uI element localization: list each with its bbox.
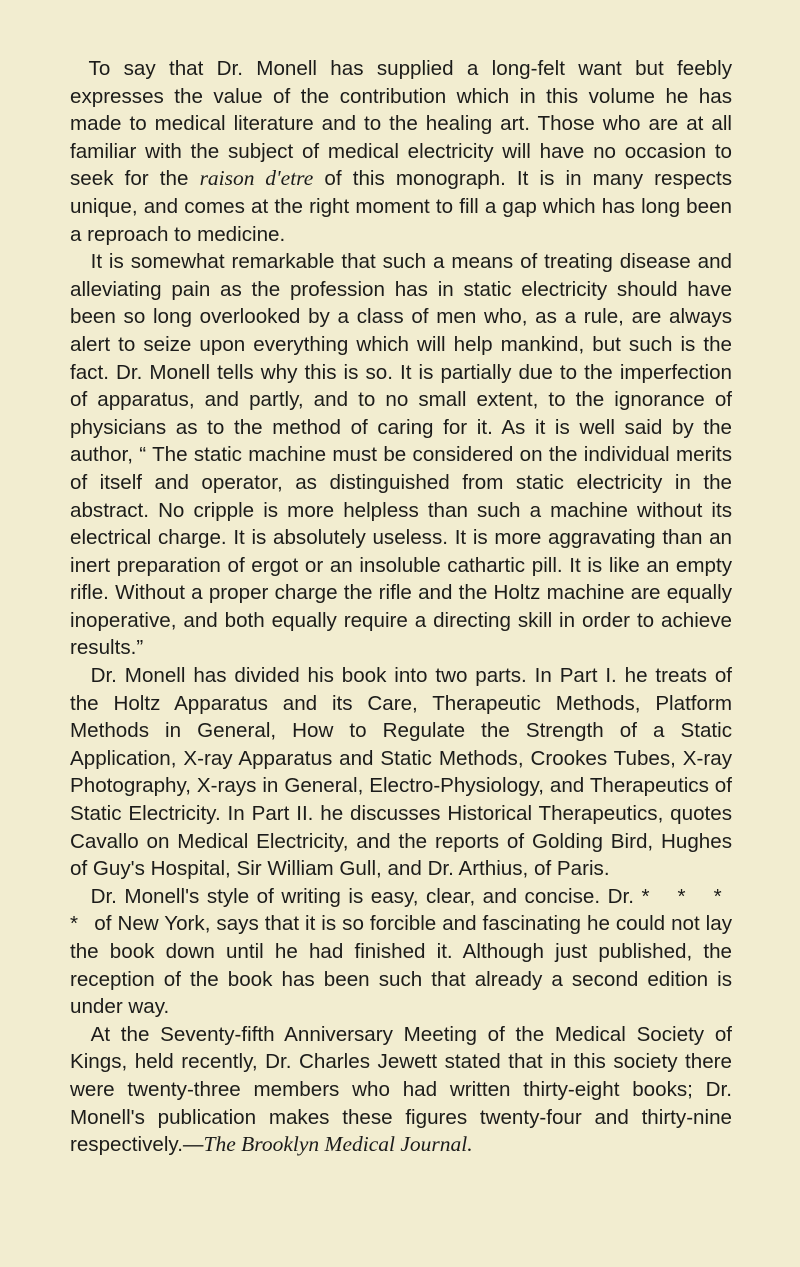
paragraph-book-parts: Dr. Monell has divided his book into two parts. In Part I. he treats of the Holtz Apparatus and its Care, Therapeutic Methods, Platform Methods in General, How to Regulate the Strength of a Static Application, X-ray Apparatus and Static Methods, Crookes Tubes, X-ray Photography, X-rays in General, Electro-Physiology, and Therapeutics of Static Electricity. In Part II. he discusses Historical Therapeutics, quotes Cavallo on Medical Electricity, and the reports of Golding Bird, Hughes of Guy's Hospital, Sir William Gull, and Dr. Arthius, of Paris. [70, 664, 732, 881]
paragraph-style: Dr. Monell's style of writing is easy, clear, and concise. Dr. * * * * of New York, says that it is so forcible and fascinating he could not lay the book down until he had finished it. Although just published, the reception of the book has been such that already a second edition is under way. [70, 884, 732, 1019]
redacted-name: * * * * [70, 884, 732, 936]
italic-phrase: raison d'etre [199, 166, 314, 191]
book-review-page [70, 55, 732, 1159]
paragraph-anniversary: At the Seventy-fifth Anniversary Meeting of the Medical Society of Kings, held recently, Dr. Charles Jewett stated that in this society there were twenty-three members who had written thirty-eight books; Dr. Monell's publication makes these figures twenty-four and thirty-nine respectively.—The Brooklyn Medical Journal. [70, 1022, 732, 1157]
source-citation: The Brooklyn Medical Journal. [203, 1132, 473, 1157]
paragraph-static-electricity: It is somewhat remarkable that such a means of treating disease and alleviating pain as the profession has in static electricity should have been so long overlooked by a class of men who, as a rule, are always alert to seize upon everything which will help mankind, but such is the fact. Dr. Monell tells why this is so. It is partially due to the imperfection of apparatus, and partly, and to no small extent, to the ignorance of physicians as to the method of caring for it. As it is well said by the author, “ The static machine must be considered on the individual merits of itself and operator, as distinguished from static electricity in the abstract. No cripple is more helpless than such a machine without its electrical charge. It is absolutely useless. It is more aggravating than an inert preparation of ergot or an insoluble cathartic pill. It is like an empty rifle. Without a proper charge the rifle and the Holtz machine are equally inoperative, and both equally require a directing skill in order to achieve results.” [70, 250, 732, 660]
paragraph-intro: To say that Dr. Monell has supplied a long-felt want but feebly expresses the value of the contribution which in this volume he has made to medical literature and to the healing art. Those who are at all familiar with the subject of medical electricity will have no occasion to seek for the raison d'etre of this monograph. It is in many respects unique, and comes at the right moment to fill a gap which has long been a reproach to medicine. [70, 57, 732, 246]
